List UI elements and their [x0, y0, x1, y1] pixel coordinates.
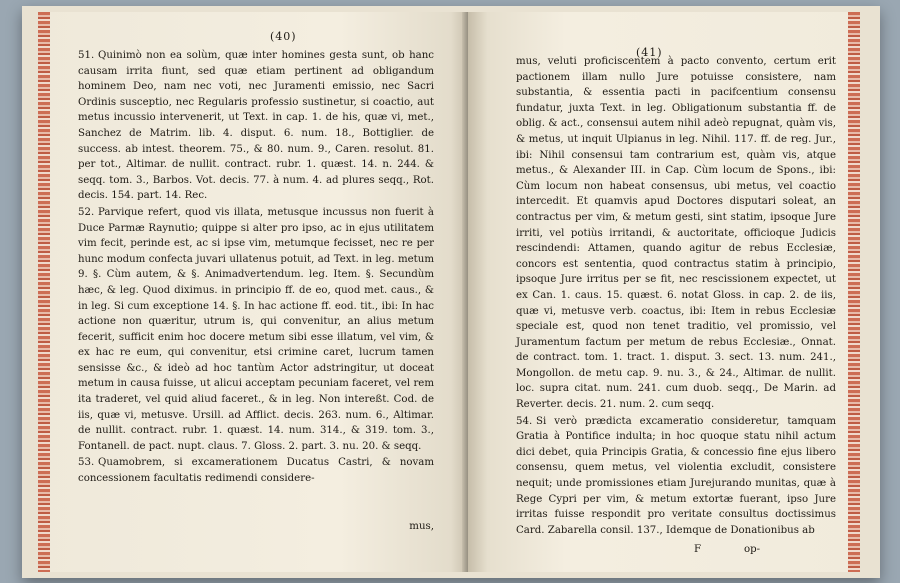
left-page-number: (40) [270, 30, 297, 43]
open-book [22, 6, 880, 578]
signature-mark: F [694, 544, 702, 555]
paragraph-text: Quamobrem, si excamerationem Ducatus Castri, & novam concessionem facultatis redimendi considere- [78, 457, 434, 485]
left-catchword: mus, [409, 521, 434, 532]
paragraph-number: 53. [78, 457, 95, 469]
paragraph-number: 54. [516, 415, 533, 427]
left-page-text [78, 48, 434, 488]
left-page [38, 12, 468, 572]
paragraph-51 [78, 48, 434, 204]
right-page-text [516, 54, 836, 539]
red-sprinkled-edge [848, 12, 860, 572]
paragraph-continued [516, 54, 836, 413]
right-catchword: op- [744, 544, 761, 555]
right-page-number: (41) [636, 46, 663, 59]
paragraph-text: Quinimò non ea solùm, quæ inter homines gesta sunt, ob hanc causam irrita fiunt, sed quæ etiam pertinent ad obligandum hominem Deo, nam nec voti, nec Juramenti emissio, nec Sacri Ordinis susceptio, nec Regularis professio sustinetur, si coactio, aut metus incussio intervenerit, ut Text. in cap. 1. de his, quæ vi, met., Sanchez de Matrim. lib. 4. disput. 6. num. 18., Bottiglier. de success. ab intest. theorem. 75., & 80. num. 9., Caren. resolut. 81. per tot., Altimar. de nullit. contract. rubr. 1. quæst. 14. n. 244. & seqq. tom. 3., Barbos. Vot. decis. 77. à num. 4. ad plures seqq., Rot. decis. 154. part. 14. Rec. [78, 50, 434, 202]
paragraph-52 [78, 205, 434, 455]
paragraph-number: 52. [78, 206, 95, 218]
paragraph-text: Parvique refert, quod vis illata, metusque incussus non fuerit à Duce Parmæ Raynutio; quippe si alter pro ipso, ac in ejus utilitatem vim fecit, perinde est, ac si ipse vim, metumque fecisset, nec re per hunc modum confecta juvari ullatenus potuit, ad Text. in leg. metum 9. §. Cùm autem, & §. Animadvertendum. leg. Item. §. Secundùm hæc, & leg. Quod diximus. in principio ff. de eo, quod met. caus., & in leg. Si cum exceptione 14. §. In hac actione ff. eod. tit., ibi: In hac actione non quæritur, utrum is, qui convenitur, an alius metum fecerit, sufficit enim hoc docere metum sibi esse illatum, vel vim, & ex hac re eum, qui convenitur, etsi crimine caret, lucrum tamen sensisse &c., & ideò ad hoc tantùm Actor adstringitur, ut doceat metum in causa fuisse, ut alicui acceptam pecuniam faceret, vel rem ita traderet, vel quid aliud faceret., & in leg. Non intereßt. Cod. de iis, quæ vi, metusve. Ursill. ad Afflict. decis. 263. num. 6., Altimar. de nullit. contract. rubr. 1. quæst. 14. num. 314., & 319. tom. 3., Fontanell. de pact. nupt. claus. 7. Gloss. 2. part. 3. nu. 20. & seqq. [78, 206, 434, 452]
right-page [468, 12, 860, 572]
paragraph-text: mus, veluti proficiscentem à pacto convento, certum erit pactionem illam nullo Jure potuisse consistere, nam substantia, & essentia pacti in pacifcentium consensu fundatur, juxta Text. in leg. Obligationum substantia ff. de oblig. & act., consensui autem nihil adeò repugnat, quàm vis, & metus, ut inquit Ulpianus in leg. Nihil. 117. ff. de reg. Jur., ibi: Nihil consensui tam contrarium est, quàm vis, atque metus., & Alexander III. in Cap. Cùm locum de Spons., ibi: Cùm locum non habeat consensus, ubi metus, vel coactio intercedit. Et quamvis apud Doctores disputari soleat, an contractus per vim, & metum gesti, sint statim, ipsoque Jure irriti, vel potiùs irritandi, & auctoritate, officioque Judicis rescindendi: Attamen, quando agitur de rebus Ecclesiæ, concors est sententia, quod contractus statim à principio, ipsoque Jure irritus per se fit, nec rescissionem expectet, ut ex Can. 1. caus. 15. quæst. 6. notat Gloss. in cap. 2. de iis, quæ vi, metusve verb. coactus, ibi: Item in rebus Ecclesiæ speciale est, quod non tenet traditio, vel promissio, vel Juramentum factum per metum de rebus Ecclesiæ., Onnat. de contract. tom. 1. tract. 1. disput. 3. sect. 13. num. 241., Mongollon. de metu cap. 9. nu. 3., & 24., Altimar. de nullit. loc. supra citat. num. 241. cum duob. seqq., De Marin. ad Reverter. decis. 21. num. 2. cum seqq. [516, 56, 836, 411]
red-sprinkled-edge [38, 12, 50, 572]
paragraph-number: 51. [78, 50, 95, 61]
paragraph-54 [516, 414, 836, 539]
paragraph-53 [78, 455, 434, 486]
paragraph-text: Si verò prædicta excameratio consideretur, tamquam Gratia à Pontifice indulta; in hoc quoque statu nihil actum dici debet, quia Principis Gratia, & concessio fine ejus libero consensu, quem metus, vel violentia excludit, consistere nequit; unde promissiones etiam Jurejurando munitas, quæ à Rege Cypri per vim, & metum extortæ fuerant, ipso Jure irritas fuisse respondit pro veritate consultus doctissimus Card. Zabarella consil. 137., Idemque de Donationibus ab [516, 415, 836, 536]
